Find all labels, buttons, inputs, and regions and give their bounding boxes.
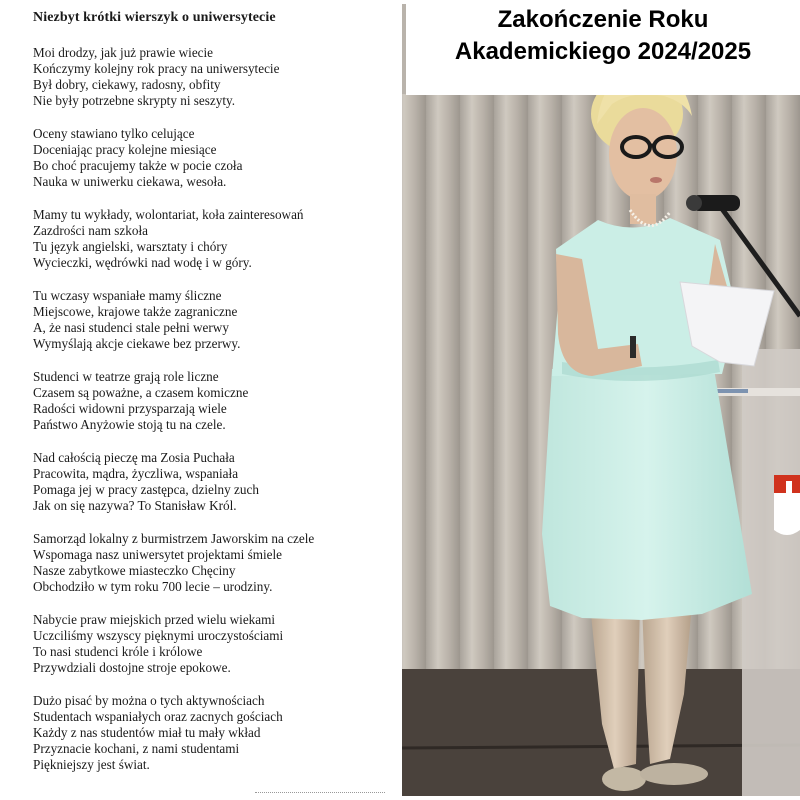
curtain-fold: [426, 94, 460, 684]
poem-line: Oceny stawiano tylko celujące: [33, 126, 195, 142]
poem-line: Obchodziło w tym roku 700 lecie – urodziny.: [33, 578, 273, 594]
poem-line: Zazdrości nam szkoła: [33, 222, 148, 238]
poem-line: Piękniejszy jest świat.: [33, 756, 150, 772]
poem-line: Wymyślają akcje ciekawe bez przerwy.: [33, 335, 241, 351]
curtain-fold: [460, 94, 494, 684]
poem-line: Radości widowni przysparzają wiele: [33, 400, 227, 416]
poem-title: Niezbyt krótki wierszyk o uniwersytecie: [33, 10, 276, 25]
poem-line: Bo choć pracujemy także w pocie czoła: [33, 157, 243, 173]
poem-line: Moi drodzy, jak już prawie wiecie: [33, 45, 214, 60]
signature-line: [255, 792, 385, 795]
poem-stanza: [33, 126, 398, 190]
poem-line: Tu język angielski, warsztaty i chóry: [33, 238, 228, 254]
poem-line: Wspomaga nasz uniwersytet projektami śmiele: [33, 547, 283, 562]
poem-line: A, że nasi studenci stale pełni werwy: [33, 319, 229, 335]
poem-line: Nie były potrzebne skrypty ni seszyty.: [33, 92, 236, 108]
poem-line: Każdy z nas studentów miał tu mały wkład: [33, 724, 261, 740]
poem-line: To nasi studenci króle i królowe: [33, 643, 203, 659]
event-photo: [402, 4, 800, 796]
poem-line: Kończymy kolejny rok pracy na uniwersytecie: [33, 60, 280, 76]
poem-line: Uczciliśmy wszyscy pięknymi uroczystościami: [33, 628, 284, 644]
poem-stanza: [33, 207, 398, 271]
header-title-line-1: Zakończenie Roku: [497, 6, 709, 33]
poem-line: Mamy tu wykłady, wolontariat, koła zainteresowań: [33, 207, 304, 223]
poem-line: Pracowita, mądra, życzliwa, wspaniała: [33, 465, 239, 481]
poem-line: Był dobry, ciekawy, radosny, obfity: [33, 76, 221, 92]
poem-line: Samorząd lokalny z burmistrzem Jaworskim na czele: [33, 531, 315, 547]
poem-stanza: [33, 450, 398, 514]
poem-line: Nauka w uniwerku ciekawa, wesoła.: [33, 173, 227, 189]
poem-line: Wycieczki, wędrówki nad wodę i w góry.: [33, 254, 252, 270]
poem-stanza: [33, 369, 398, 433]
poem-line: Studenci w teatrze grają role liczne: [33, 369, 219, 385]
poem-stanza: [33, 693, 398, 773]
poem-stanza: [33, 612, 398, 676]
poem-stanza: [33, 531, 398, 595]
poem-line: Studentach wspaniałych oraz zacnych gościach: [33, 709, 283, 725]
poem-stanza: [33, 45, 398, 109]
poem-line: Miejscowe, krajowe także zagraniczne: [33, 303, 238, 319]
poem-stanza: [33, 288, 398, 352]
poem-line: Dużo pisać by można o tych aktywnościach: [33, 693, 265, 709]
poem-line: Jak on się nazywa? To Stanisław Król.: [33, 497, 237, 513]
curtain-fold: [494, 94, 528, 684]
poem-line: Tu wczasy wspaniałe mamy śliczne: [33, 288, 222, 304]
poem-line: Nasze zabytkowe miasteczko Chęciny: [33, 562, 236, 578]
poem-line: Nad całością pieczę ma Zosia Puchała: [33, 450, 235, 466]
poem-line: Nabycie praw miejskich przed wielu wiekami: [33, 612, 276, 628]
poem-line: Czasem są poważne, a czasem komiczne: [33, 384, 249, 400]
poem-line: Państwo Anyżowie stoją tu na czele.: [33, 416, 226, 432]
poem-stanzas: [33, 45, 398, 773]
poem-line: Przyznacie kochani, z nami studentami: [33, 740, 240, 756]
curtain-fold: [402, 94, 426, 684]
header-banner: [406, 4, 800, 95]
poem-line: Przywdziali dostojne stroje epokowe.: [33, 659, 231, 675]
header-title-line-2: Akademickiego 2024/2025: [454, 38, 752, 65]
poem-line: Doceniając pracy kolejne miesiące: [33, 141, 217, 157]
poem-line: Pomaga jej w pracy zastępca, dzielny zuch: [33, 481, 259, 497]
speaker-photo-illustration: [402, 4, 800, 796]
poem: [33, 10, 398, 790]
